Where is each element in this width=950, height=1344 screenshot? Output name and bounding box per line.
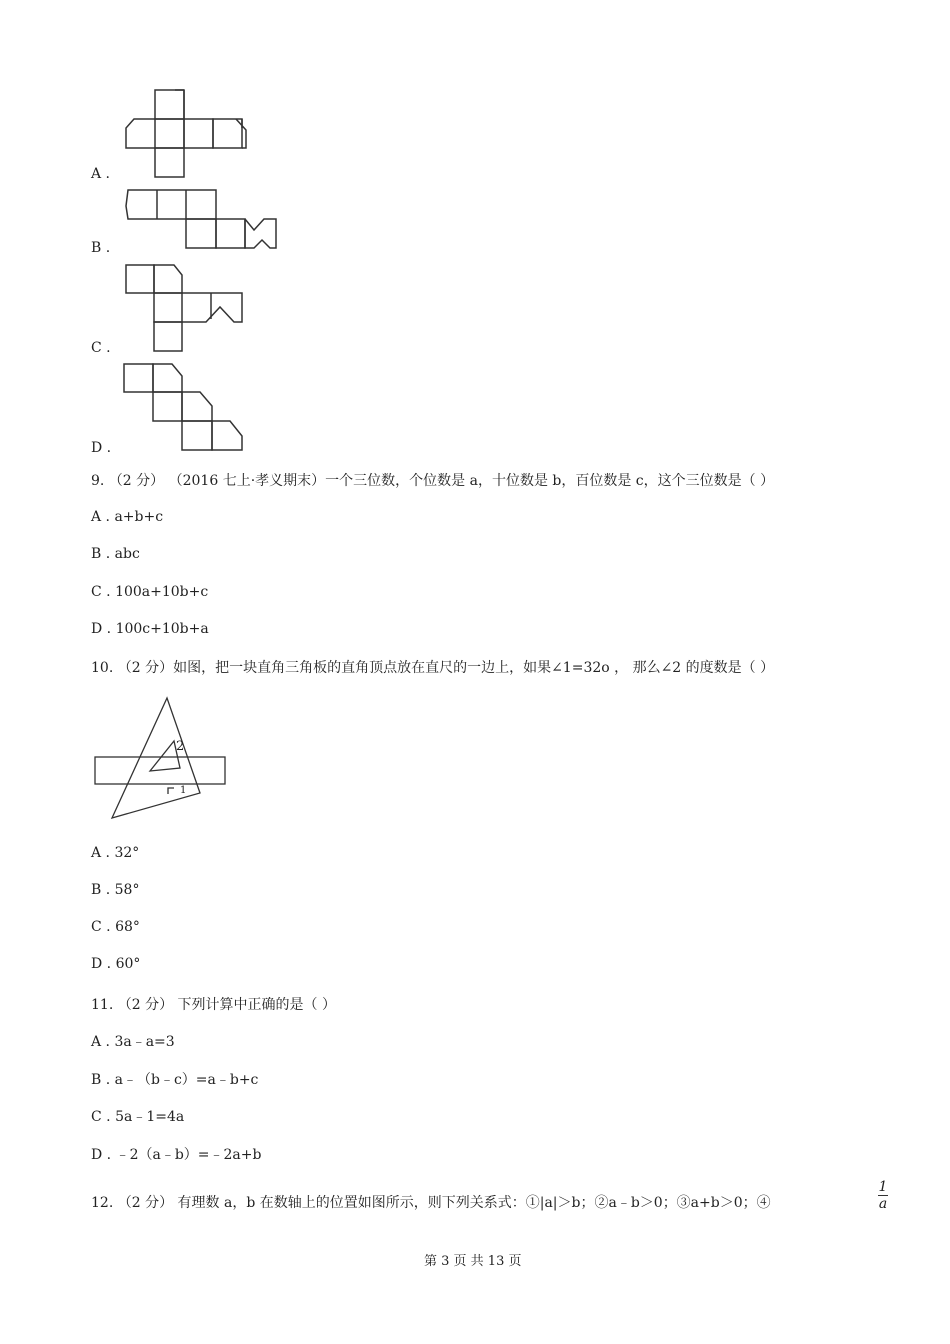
q9-option-c[interactable]: C . 100a+10b+c — [91, 584, 209, 600]
q8-option-c-label[interactable]: C . — [91, 340, 111, 356]
net-figure-a — [124, 88, 249, 178]
q11-option-b[interactable]: B . a﹣（b﹣c）=a﹣b+c — [91, 1072, 259, 1088]
q11-option-a[interactable]: A . 3a﹣a=3 — [91, 1034, 175, 1050]
net-figure-c — [124, 263, 249, 355]
q11-option-c[interactable]: C . 5a﹣1=4a — [91, 1109, 185, 1125]
q12-stem: 12. （2 分） 有理数 a，b 在数轴上的位置如图所示，则下列关系式：①|a|＞b；②a﹣b＞0；③a+b＞0；④ — [91, 1195, 771, 1211]
q8-option-a-label[interactable]: A . — [91, 166, 111, 182]
q8-option-b-label[interactable]: B . — [91, 240, 111, 256]
q9-option-a[interactable]: A . a+b+c — [91, 509, 164, 525]
q10-option-a[interactable]: A . 32° — [91, 845, 140, 861]
net-figure-d — [122, 362, 247, 454]
q10-option-b[interactable]: B . 58° — [91, 882, 140, 898]
q10-option-d[interactable]: D . 60° — [91, 956, 141, 972]
page-footer: 第 3 页 共 13 页 — [424, 1254, 522, 1269]
net-figure-b — [124, 188, 279, 252]
q9-option-d[interactable]: D . 100c+10b+a — [91, 621, 209, 637]
q8-option-d-label[interactable]: D . — [91, 440, 112, 456]
q10-option-c[interactable]: C . 68° — [91, 919, 140, 935]
q9-option-b[interactable]: B . abc — [91, 546, 140, 562]
q10-stem: 10. （2 分）如图，把一块直角三角板的直角顶点放在直尺的一边上，如果∠1=32o ， 那么∠2 的度数是（ ） — [91, 660, 775, 676]
q11-option-d[interactable]: D . ﹣2（a﹣b）=﹣2a+b — [91, 1147, 262, 1163]
ruler-triangle-figure — [92, 693, 232, 833]
fraction-denominator: a — [878, 1196, 888, 1212]
angle-1-label: 1 — [180, 785, 187, 796]
angle-2-label: 2 — [176, 739, 185, 754]
q12-fraction — [878, 1180, 888, 1211]
q9-stem: 9. （2 分） （2016 七上·孝义期末）一个三位数，个位数是 a，十位数是 b，百位数是 c，这个三位数是（ ） — [91, 473, 775, 489]
fraction-numerator: 1 — [878, 1179, 888, 1195]
q11-stem: 11. （2 分） 下列计算中正确的是（ ） — [91, 997, 336, 1013]
